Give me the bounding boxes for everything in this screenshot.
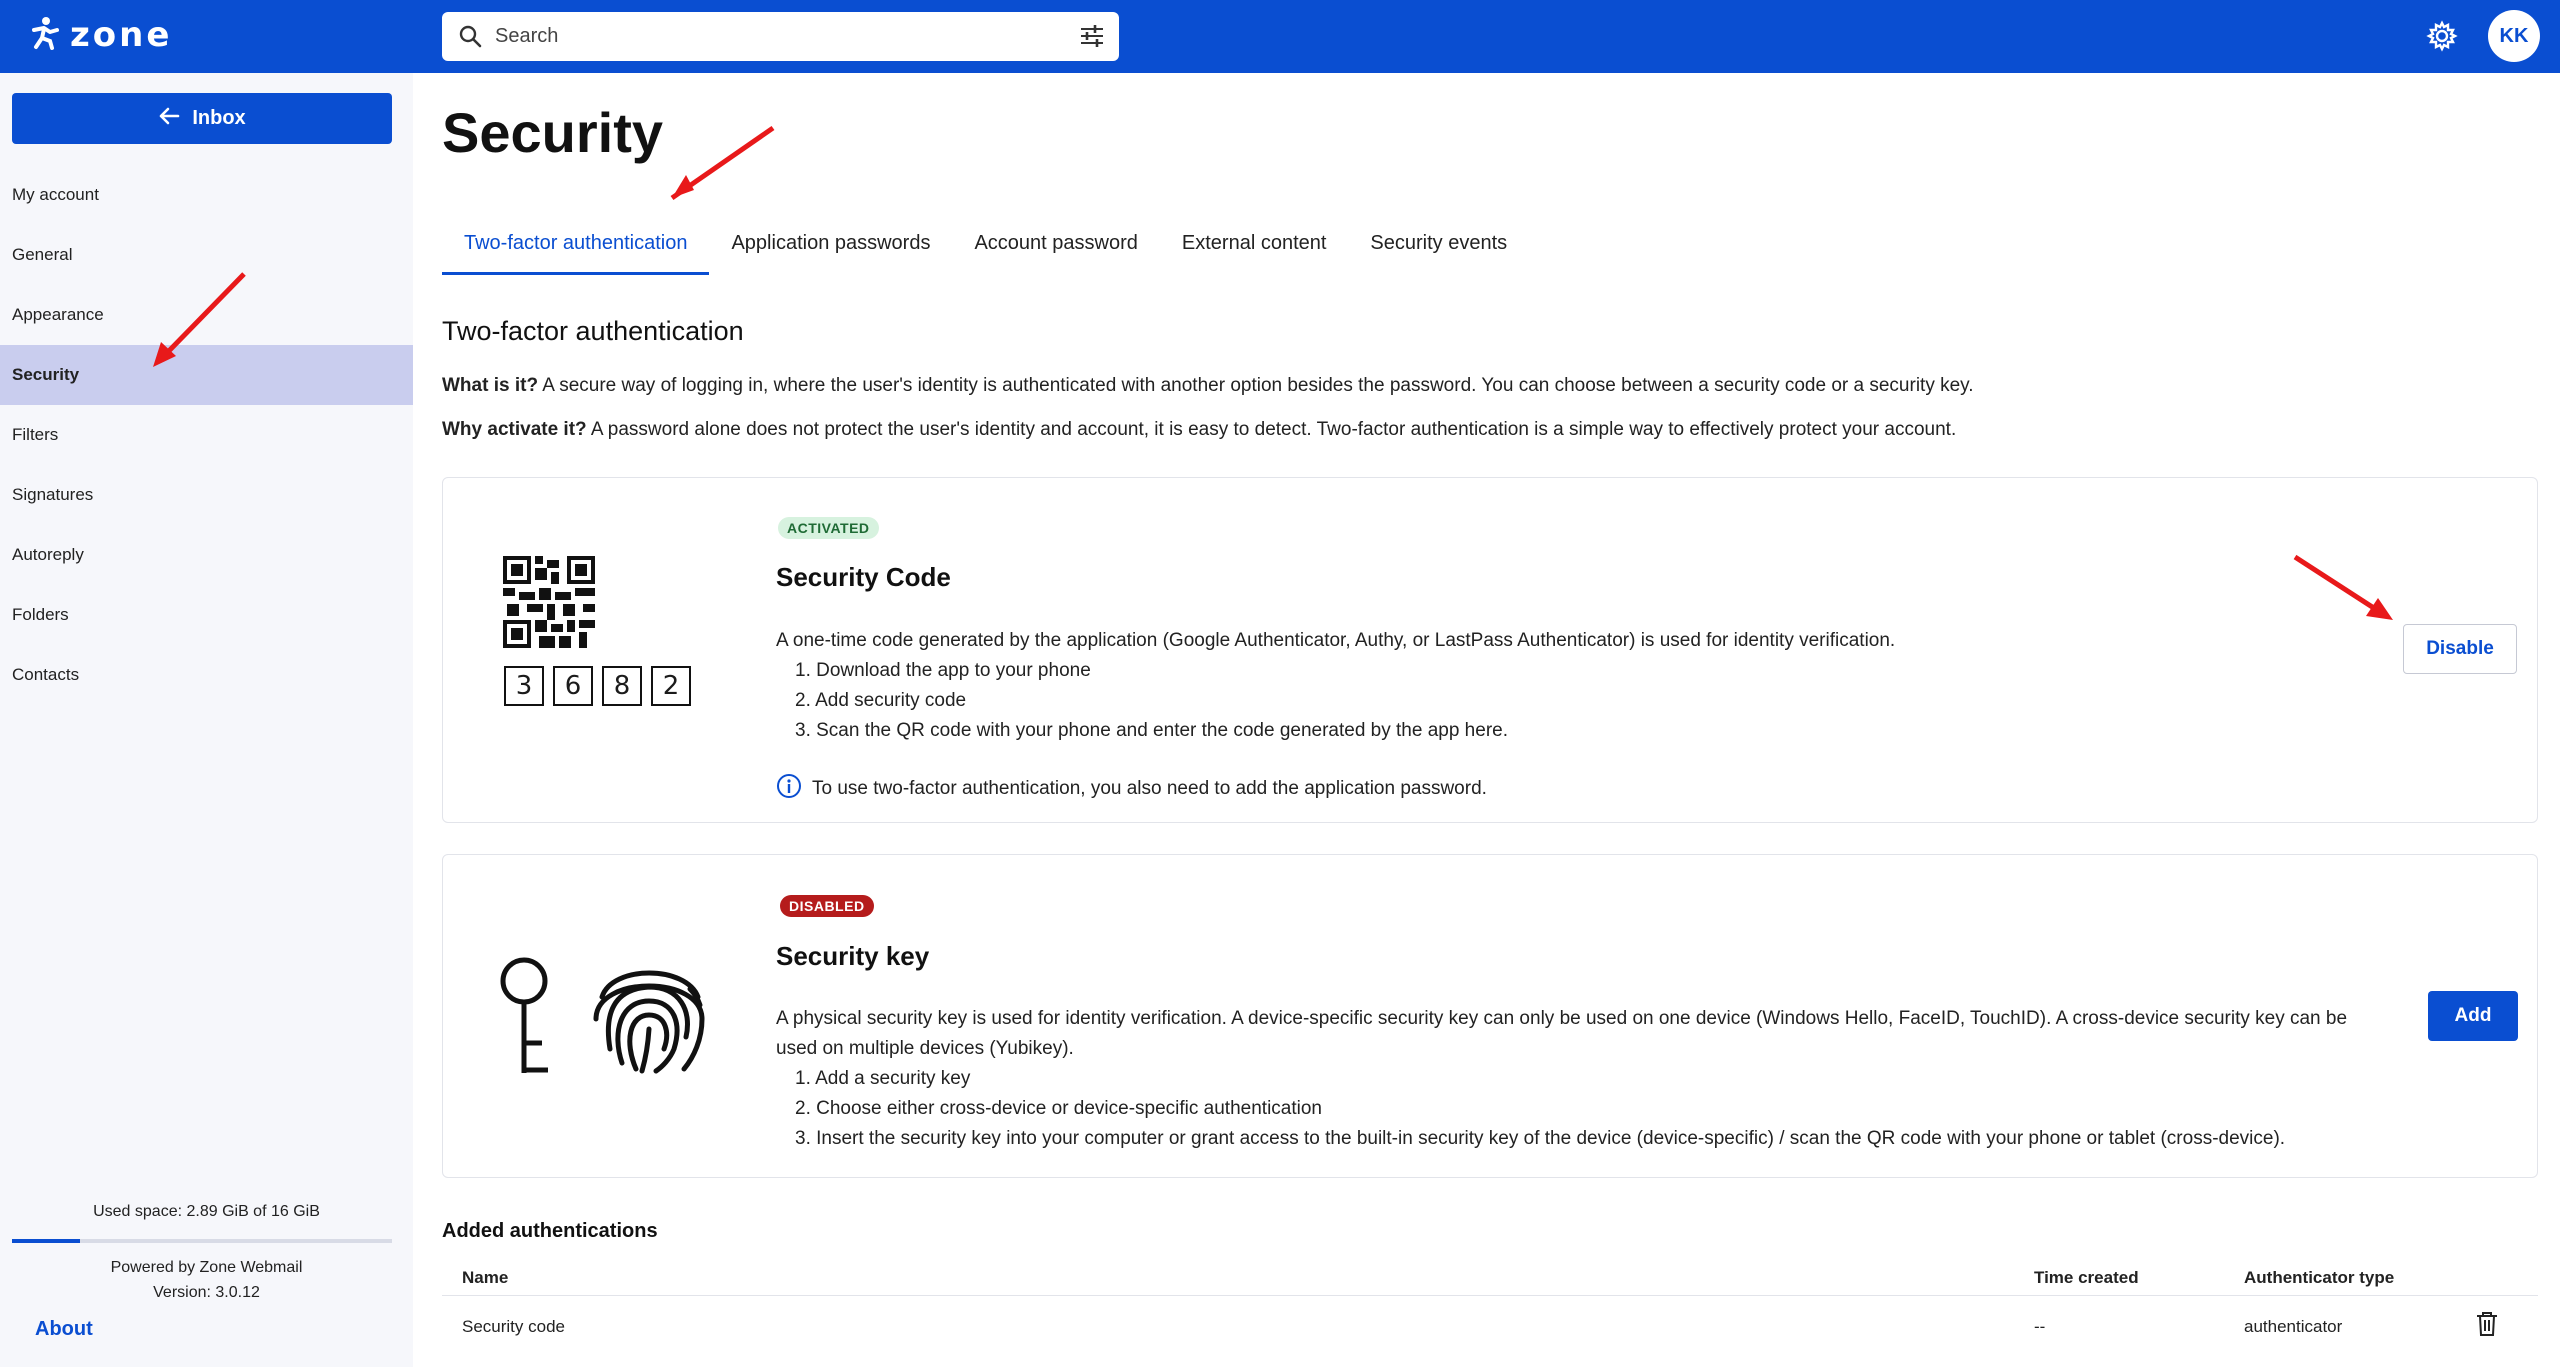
add-button[interactable]: Add	[2428, 991, 2518, 1041]
column-header-authenticator-type[interactable]: Authenticator type	[2244, 1268, 2395, 1287]
storage-usage-bar	[12, 1239, 392, 1243]
code-digits	[504, 666, 691, 706]
gear-icon[interactable]	[2426, 20, 2458, 57]
security-code-note	[776, 773, 1487, 805]
disable-button[interactable]: Disable	[2403, 624, 2517, 674]
tab-account-password[interactable]: Account password	[974, 232, 1138, 254]
what-is-it-text	[442, 375, 1974, 397]
annotation-arrow-tab	[672, 128, 773, 198]
zone-logo[interactable]	[30, 12, 172, 58]
storage-usage-fill	[12, 1239, 80, 1243]
security-key-description-line2: used on multiple devices (Yubikey).	[776, 1038, 1074, 1059]
row-time-created: --	[2034, 1317, 2046, 1336]
list-item: 3. Insert the security key into your computer or grant access to the built-in security key of the device (device-specific) / scan the QR code with your phone or tablet (cross-device).	[795, 1128, 2286, 1149]
sidebar-item-appearance[interactable]: Appearance	[12, 305, 104, 324]
what-is-it-body: A secure way of logging in, where the user's identity is authenticated with another option besides the password. You can choose between a security code or a security key.	[538, 375, 1974, 396]
sidebar-item-my-account[interactable]: My account	[12, 185, 99, 204]
security-key-steps	[776, 1064, 2285, 1154]
what-is-it-label: What is it?	[442, 375, 539, 396]
key-icon	[490, 955, 558, 1082]
annotation-arrowhead-tab	[672, 175, 694, 198]
search-input[interactable]: Search	[495, 25, 559, 47]
info-icon	[776, 773, 802, 805]
zone-logo-icon	[30, 16, 60, 55]
sidebar-item-contacts[interactable]: Contacts	[12, 665, 80, 684]
inbox-label: Inbox	[192, 107, 246, 129]
sidebar-item-signatures[interactable]: Signatures	[12, 485, 94, 504]
sidebar-item-security[interactable]: Security	[0, 345, 413, 405]
list-item: 2. Add security code	[795, 690, 967, 711]
logo-text: zone	[70, 15, 173, 55]
row-name: Security code	[462, 1317, 565, 1336]
why-activate-body: A password alone does not protect the user's identity and account, it is easy to detect. Two-factor authentication is a simple way to effectively protect your account.	[586, 419, 1957, 440]
security-code-steps	[776, 656, 1508, 746]
powered-by-text: Powered by Zone Webmail	[110, 1259, 303, 1276]
column-header-name[interactable]: Name	[462, 1268, 509, 1287]
tab-two-factor-authentication[interactable]: Two-factor authentication	[442, 220, 709, 275]
list-item: 1. Add a security key	[795, 1068, 971, 1089]
code-digit: 6	[553, 666, 593, 706]
list-item: 3. Scan the QR code with your phone and enter the code generated by the app here.	[795, 720, 1508, 741]
security-code-title: Security Code	[776, 562, 951, 592]
arrow-left-icon	[158, 106, 180, 132]
qr-code-icon	[503, 556, 595, 653]
filter-sliders-icon[interactable]	[1079, 24, 1105, 53]
powered-by	[0, 1255, 413, 1305]
trash-icon[interactable]	[2476, 1311, 2498, 1342]
note-text: To use two-factor authentication, you also need to add the application password.	[812, 778, 1487, 799]
why-activate-label: Why activate it?	[442, 419, 587, 440]
page-title: Security	[442, 101, 663, 164]
code-digit: 2	[651, 666, 691, 706]
row-authenticator-type: authenticator	[2244, 1317, 2343, 1336]
status-badge-activated: ACTIVATED	[778, 517, 879, 539]
search-icon	[458, 24, 482, 53]
sidebar-item-autoreply[interactable]: Autoreply	[12, 545, 84, 564]
sidebar-item-filters[interactable]: Filters	[12, 425, 59, 444]
version-text: Version: 3.0.12	[153, 1284, 260, 1301]
avatar[interactable]: KK	[2488, 10, 2540, 62]
list-item: 2. Choose either cross-device or device-specific authentication	[795, 1098, 1322, 1119]
about-link[interactable]: About	[35, 1318, 93, 1340]
status-badge-disabled: DISABLED	[780, 895, 874, 917]
table-header	[442, 1258, 2538, 1296]
tab-security-events[interactable]: Security events	[1370, 232, 1508, 254]
security-code-description: A one-time code generated by the application (Google Authenticator, Authy, or LastPass Authenticator) is used for identity verification.	[776, 630, 1896, 651]
security-key-description-line1: A physical security key is used for identity verification. A device-specific security key can only be used on one device (Windows Hello, FaceID, TouchID). A cross-device security key can be	[776, 1008, 2348, 1029]
search-bar[interactable]	[442, 12, 1119, 61]
added-authentications-title: Added authentications	[442, 1220, 658, 1242]
security-tabs	[442, 220, 1529, 275]
settings-nav	[0, 165, 413, 705]
security-key-title: Security key	[776, 941, 930, 971]
code-digit: 8	[602, 666, 642, 706]
column-header-time-created[interactable]: Time created	[2034, 1268, 2139, 1287]
why-activate-text	[442, 419, 1956, 441]
sidebar-item-folders[interactable]: Folders	[12, 605, 69, 624]
code-digit: 3	[504, 666, 544, 706]
sidebar	[0, 73, 413, 1367]
table-row	[442, 1297, 2538, 1355]
sidebar-item-general[interactable]: General	[12, 245, 73, 264]
tab-application-passwords[interactable]: Application passwords	[731, 232, 931, 254]
fingerprint-icon	[590, 953, 708, 1082]
tab-external-content[interactable]: External content	[1181, 232, 1327, 254]
storage-usage-text: Used space: 2.89 GiB of 16 GiB	[93, 1203, 320, 1220]
list-item: 1. Download the app to your phone	[795, 660, 1091, 681]
top-bar	[0, 0, 2560, 73]
section-title: Two-factor authentication	[442, 316, 744, 346]
inbox-button[interactable]	[12, 93, 392, 144]
